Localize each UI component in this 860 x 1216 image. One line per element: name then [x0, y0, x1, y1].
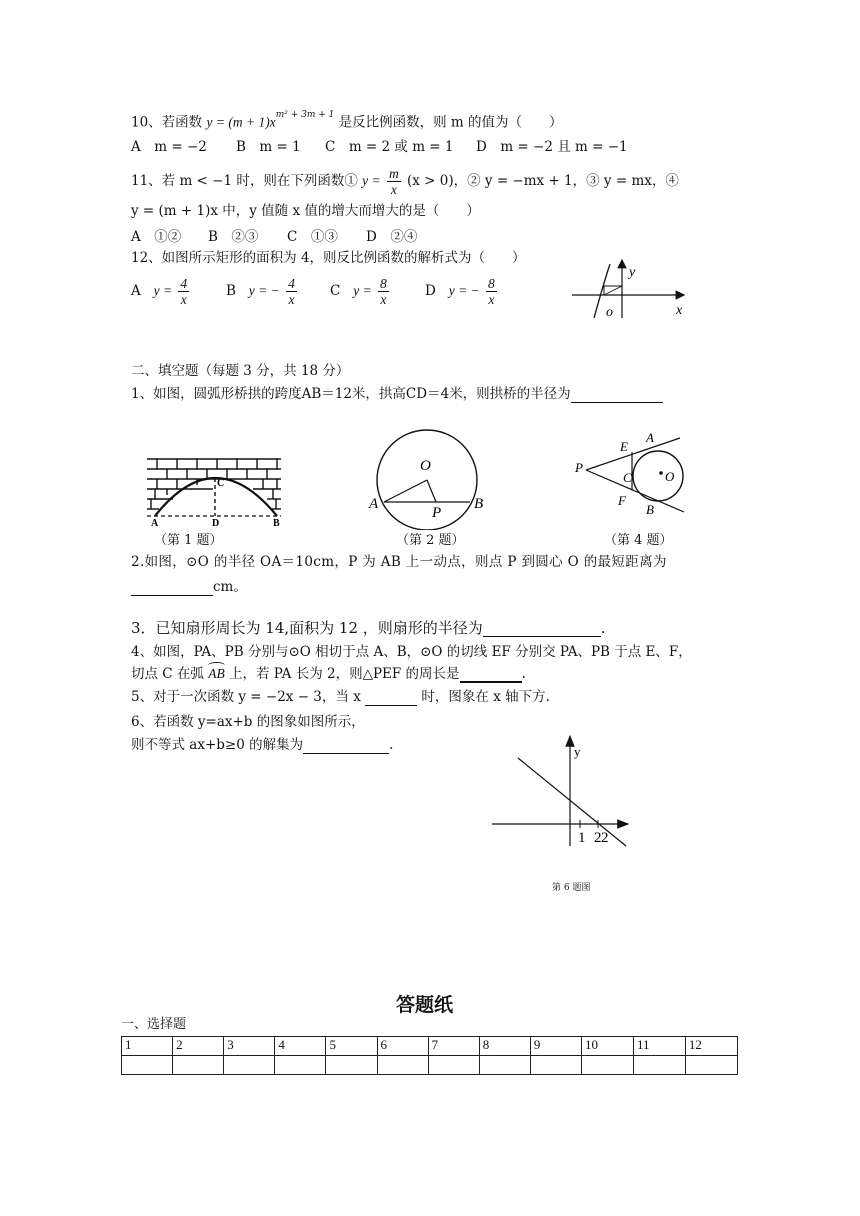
q10-formula: y = (m + 1)x [206, 114, 276, 130]
q10-stem [131, 110, 563, 132]
q10-option-b: B m = 1 [236, 139, 301, 155]
q11-line1-a: 11、若 m < −1 时，则在下列函数① [131, 173, 358, 189]
answer-cell[interactable] [224, 1056, 275, 1075]
fig2-circle [364, 420, 494, 530]
fig1-label-d: D [212, 518, 220, 528]
fig6-tick-2b: 2 [601, 830, 609, 846]
fig2-label-p: P [432, 505, 442, 521]
fill-q6-line2: 则不等式 ax+b≥0 的解集为 . [131, 737, 394, 753]
answer-number: 9 [530, 1037, 581, 1056]
fig1-bridge [143, 456, 285, 528]
answer-cell[interactable] [530, 1056, 581, 1075]
fill-q4-line2: 切点 C 在弧 AB 上，若 PA 长为 2，则△PEF 的周长是 . [131, 665, 526, 683]
q12-stem: 12、如图所示矩形的面积为 4，则反比例函数的解析式为（ ） [131, 250, 526, 266]
fill-q4-line1: 4、如图，PA、PB 分别与⊙O 相切于点 A、B，⊙O 的切线 EF 分别交 PA、PB 于点 E、F， [131, 644, 692, 660]
q10-tail: 是反比例函数，则 m 的值为（ ） [338, 114, 563, 131]
q11-option-b: B ②③ [208, 229, 259, 245]
x-label: x [676, 303, 683, 318]
fill-q3: 3．已知扇形周长为 14,面积为 12 ，则扇形的半径为 . [131, 619, 606, 637]
answer-number: 8 [479, 1037, 530, 1056]
fig6-tick-2: 2 [594, 830, 602, 846]
fig4-label-p: P [575, 460, 583, 475]
q10-exponent: m² + 3m + 1 [275, 110, 335, 120]
q11-line1: 11、若 m < −1 时，则在下列函数① y = $\frac{m}{x}$ (x > 0)，② y = −mx + 1，③ y = mx，④ [131, 166, 679, 197]
radius-oa [384, 480, 427, 502]
o-label: o [606, 305, 613, 320]
arc-ab: AB [208, 666, 225, 681]
fig4-label-e: E [620, 439, 628, 454]
answer-table [121, 1036, 738, 1075]
fig1-caption: （第 1 题） [154, 533, 223, 548]
answer-number: 7 [428, 1037, 479, 1056]
answer-cell[interactable] [428, 1056, 479, 1075]
fig4-label-f: F [618, 493, 626, 508]
fig6-tick-1: 1 [578, 830, 586, 846]
answer-number: 3 [224, 1037, 275, 1056]
q12-option-b: B y = − $\frac{4}{x}$ [226, 276, 295, 307]
answer-cell[interactable] [173, 1056, 224, 1075]
q12-option-c: C y = $\frac{8}{x}$ [330, 276, 387, 307]
fill-q6-line1: 6、若函数 y=ax+b 的图象如图所示， [131, 714, 365, 730]
fill-q5: 5、对于一次函数 y = −2x − 3，当 x 时，图象在 x 轴下方. [131, 689, 550, 705]
fig4-caption: （第 4 题） [604, 533, 673, 548]
fig2-label-a: A [369, 496, 379, 512]
answer-cell[interactable] [275, 1056, 326, 1075]
q11-line2: y = (m + 1)x 中，y 值随 x 值的增大而增大的是（ ） [131, 203, 480, 219]
fig4-label-o: O [665, 469, 675, 484]
answer-input-row [122, 1056, 738, 1075]
q10-option-c: C m = 2 或 m = 1 [325, 139, 454, 155]
answer-cell[interactable] [581, 1056, 633, 1075]
answer-cell[interactable] [122, 1056, 173, 1075]
y-label: y [629, 265, 636, 280]
answer-number: 5 [326, 1037, 377, 1056]
fill-q2-line2: cm。 [131, 578, 247, 596]
q10-option-d: D m = −2 且 m = −1 [476, 139, 628, 155]
q11-option-c: C ①③ [287, 229, 338, 245]
answer-number-row [122, 1037, 738, 1056]
fig4-label-b: B [646, 502, 654, 517]
fig6-caption: 第 6 题图 [552, 883, 591, 893]
answer-number: 11 [633, 1037, 685, 1056]
q11-fraction: $\frac{m}{x}$ [388, 166, 399, 197]
fig2-label-b: B [474, 496, 484, 512]
answer-cell[interactable] [633, 1056, 685, 1075]
q11-line1-b: (x > 0)，② y = −mx + 1，③ y = mx，④ [406, 173, 679, 189]
q12-option-d: D y = − $\frac{8}{x}$ [425, 276, 495, 307]
answer-number: 4 [275, 1037, 326, 1056]
fig1-label-a: A [151, 518, 159, 528]
fig2-caption: （第 2 题） [396, 533, 465, 548]
fig6-y-label: y [574, 744, 581, 759]
fig1-label-c: C [217, 478, 225, 489]
fig1-label-b: B [273, 518, 280, 528]
q12-figure [566, 256, 696, 322]
answer-number: 10 [581, 1037, 633, 1056]
fig4-label-a: A [646, 430, 654, 445]
answer-cell[interactable] [377, 1056, 428, 1075]
fill-q2-line1: 2.如图，⊙O 的半径 OA＝10cm，P 为 AB 上一动点，则点 P 到圆心 O 的最短距离为 [131, 554, 667, 570]
segment-op [427, 480, 436, 502]
fig4-tangents [572, 428, 700, 518]
answer-sheet-title: 答题纸 [396, 994, 454, 1016]
q11-option-d: D ②④ [366, 229, 418, 245]
fig2-label-o: O [420, 458, 431, 474]
fig6-graph [486, 734, 636, 849]
answer-sheet-section: 一、选择题 [121, 1017, 187, 1032]
answer-number: 6 [377, 1037, 428, 1056]
answer-cell[interactable] [326, 1056, 377, 1075]
q10-label: 10、若函数 [131, 114, 203, 131]
answer-cell[interactable] [685, 1056, 737, 1075]
q12-option-a: A y = $\frac{4}{x}$ [131, 276, 188, 307]
q11-option-a: A ①② [131, 229, 182, 245]
fig6-line [518, 758, 626, 846]
answer-number: 1 [122, 1037, 173, 1056]
answer-number: 12 [685, 1037, 737, 1056]
fill-q1: 1、如图，圆弧形桥拱的跨度AB＝12米，拱高CD＝4米，则拱桥的半径为 [131, 385, 663, 403]
bridge-arc [155, 478, 277, 516]
fig4-label-c: C [623, 470, 632, 485]
answer-number: 2 [173, 1037, 224, 1056]
q10-option-a: A m = −2 [131, 139, 207, 155]
tangent-pa [586, 438, 680, 470]
section2-heading: 二、填空题（每题 3 分，共 18 分） [131, 363, 350, 379]
answer-cell[interactable] [479, 1056, 530, 1075]
